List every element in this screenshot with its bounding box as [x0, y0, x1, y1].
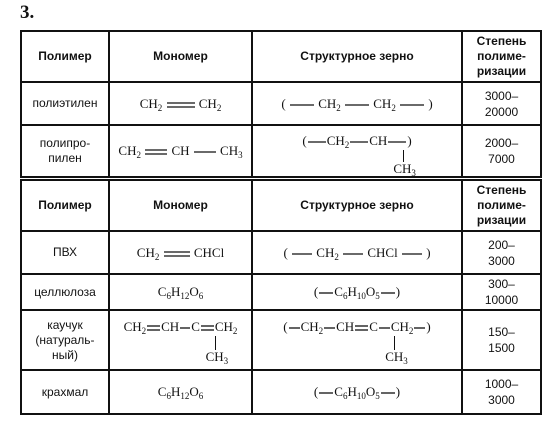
monomer-formula: $CH_2$ CHCl	[109, 231, 252, 274]
single-bond-icon	[380, 390, 396, 396]
monomer-formula: $CH_2$ CH C $CH_2$ $CH_3$	[109, 310, 252, 370]
polymerization-degree: 1000– 3000	[462, 370, 541, 414]
single-bond-icon	[318, 290, 334, 296]
single-bond-icon	[401, 251, 423, 257]
single-bond-icon	[349, 139, 369, 145]
single-bond-icon	[288, 325, 301, 331]
single-bond-icon	[291, 251, 313, 257]
polymerization-degree: 3000– 20000	[462, 82, 541, 125]
double-bond-icon	[146, 324, 161, 332]
table-row	[21, 370, 541, 414]
polymer-name: полипро- пилен	[21, 125, 109, 177]
single-bond-icon	[289, 102, 315, 108]
single-bond-icon	[342, 251, 364, 257]
table-header-row	[21, 31, 541, 82]
single-bond-icon	[193, 149, 217, 155]
polymers-table-1	[20, 30, 542, 178]
monomer-formula: $CH_2$ CH $CH_3$	[109, 125, 252, 177]
table-row	[21, 82, 541, 125]
structural-unit-formula: ( $C_6H_{10}O_5$ )	[252, 274, 462, 310]
structural-unit-formula: ( $CH_2$ CH ) $CH_3$	[252, 125, 462, 177]
header-monomer: Мономер	[109, 180, 252, 231]
monomer-formula: $C_6H_{12}O_6$	[109, 274, 252, 310]
header-degree: Степень полиме- ризации	[476, 183, 527, 227]
monomer-formula: $C_6H_{12}O_6$	[109, 370, 252, 414]
structural-unit-formula: ( $CH_2$ CHCl )	[252, 231, 462, 274]
structural-unit-formula: ( $C_6H_{10}O_5$ )	[252, 370, 462, 414]
branch-bond	[394, 336, 395, 350]
table-row	[21, 310, 541, 370]
single-bond-icon	[378, 325, 391, 331]
single-bond-icon	[179, 325, 191, 331]
single-bond-icon	[413, 325, 426, 331]
table-row	[21, 274, 541, 310]
methyl-branch: $CH_3$	[385, 349, 408, 366]
branch-bond	[215, 336, 216, 350]
double-bond-icon	[354, 324, 369, 332]
structural-unit-formula: ( $CH_2$ $CH_2$ )	[252, 82, 462, 125]
structural-unit-formula: ( $CH_2$ CH C $CH_2$ ) $CH_3$	[252, 310, 462, 370]
polymers-table-2	[20, 179, 542, 415]
double-bond-icon	[200, 324, 215, 332]
polymerization-degree: 200– 3000	[462, 231, 541, 274]
single-bond-icon	[387, 139, 407, 145]
header-structural-unit: Структурное зерно	[252, 180, 462, 231]
header-structural-unit: Структурное зерно	[252, 31, 462, 82]
polymer-name: ПВХ	[21, 231, 109, 274]
monomer-formula: $CH_2$ $CH_2$	[109, 82, 252, 125]
double-bond-icon	[144, 148, 168, 156]
single-bond-icon	[307, 139, 327, 145]
polymer-name: каучук (натураль- ный)	[21, 310, 109, 370]
methyl-branch: $CH_3$	[393, 161, 416, 177]
header-monomer: Мономер	[109, 31, 252, 82]
polymer-name: полиэтилен	[21, 82, 109, 125]
single-bond-icon	[380, 290, 396, 296]
polymer-name: крахмал	[21, 370, 109, 414]
polymer-name: целлюлоза	[21, 274, 109, 310]
task-number: 3.	[20, 2, 35, 23]
table-header-row	[21, 180, 541, 231]
header-degree: Степень полиме- ризации	[476, 34, 527, 78]
polymerization-degree: 2000– 7000	[462, 125, 541, 177]
single-bond-icon	[318, 390, 334, 396]
methyl-branch: $CH_3$	[205, 349, 229, 366]
single-bond-icon	[323, 325, 336, 331]
header-polymer: Полимер	[21, 180, 109, 231]
header-polymer: Полимер	[21, 31, 109, 82]
single-bond-icon	[399, 102, 425, 108]
double-bond-icon	[163, 250, 191, 258]
table-row	[21, 231, 541, 274]
polymerization-degree: 150– 1500	[462, 310, 541, 370]
double-bond-icon	[166, 101, 196, 109]
polymerization-degree: 300– 10000	[462, 274, 541, 310]
single-bond-icon	[344, 102, 370, 108]
table-row	[21, 125, 541, 177]
